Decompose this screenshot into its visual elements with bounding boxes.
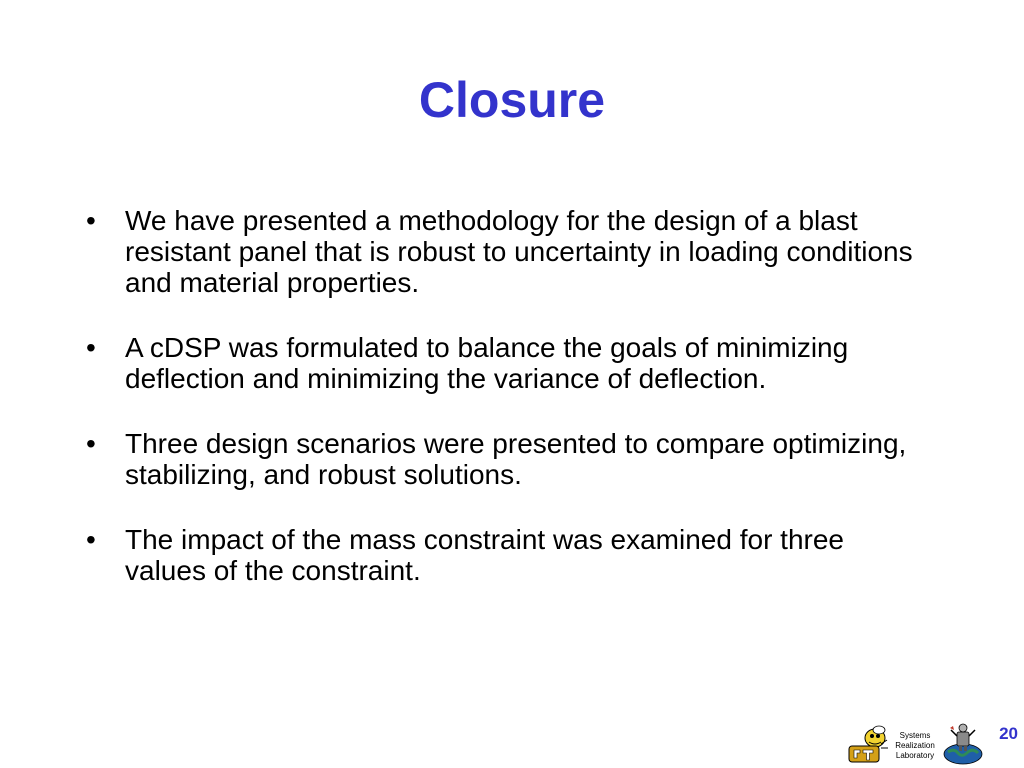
bullet-marker: • (86, 205, 96, 236)
bullet-item (82, 428, 922, 490)
lab-name-line1: Systems (899, 731, 931, 740)
slide-title: Closure (418, 72, 606, 128)
footer-logos (845, 722, 985, 766)
bullet-text: The impact of the mass constraint was examined for three values of the constraint. (125, 524, 844, 586)
page-number: 20 (999, 724, 1018, 743)
bullet-text: A cDSP was formulated to balance the goals of minimizing deflection and minimizing the variance of deflection. (125, 332, 849, 394)
bullet-item (82, 332, 922, 394)
bullet-marker: • (86, 332, 96, 363)
bullet-text: Three design scenarios were presented to compare optimizing, stabilizing, and robust solutions. (125, 428, 907, 490)
bullet-text: We have presented a methodology for the design of a blast resistant panel that is robust to uncertainty in loading conditions and material properties. (125, 205, 913, 298)
bullet-item (82, 205, 922, 298)
bullet-marker: • (86, 524, 96, 555)
bullet-item (82, 524, 922, 586)
lab-name (887, 731, 943, 761)
srl-logo-icon (942, 722, 984, 766)
lab-name-line3: Laboratory (895, 751, 935, 760)
georgia-tech-logo-icon (845, 722, 889, 766)
bullet-marker: • (86, 428, 96, 459)
lab-name-line2: Realization (895, 741, 935, 750)
bullet-list (82, 205, 922, 620)
